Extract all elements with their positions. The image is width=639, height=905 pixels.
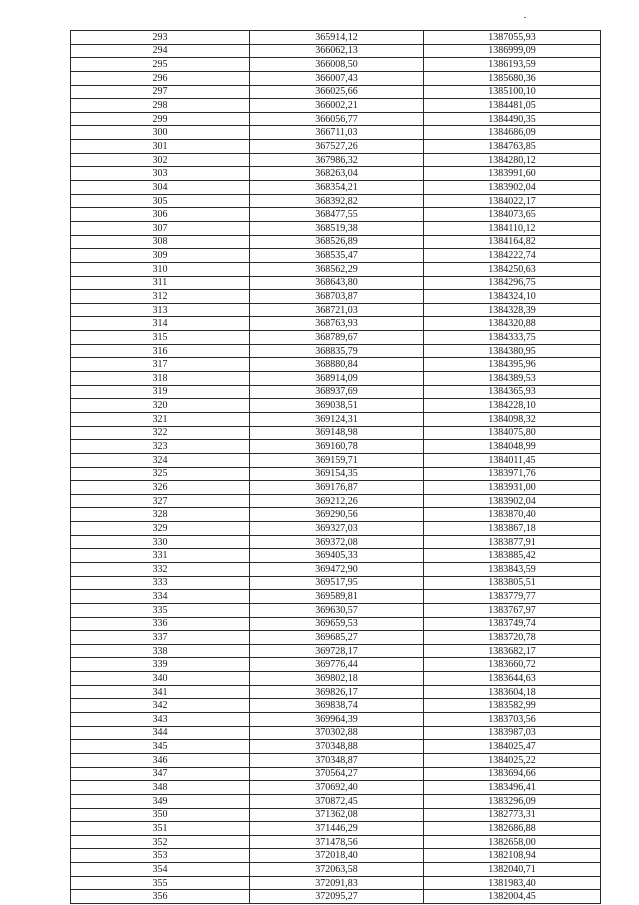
table-row — [71, 385, 601, 399]
x-coordinate-cell: 369212,26 — [250, 494, 424, 508]
x-coordinate-cell: 369589,81 — [250, 590, 424, 604]
table-row — [71, 699, 601, 713]
point-number-cell: 307 — [71, 221, 250, 235]
table-row — [71, 467, 601, 481]
point-number-cell: 308 — [71, 235, 250, 249]
point-number-cell: 318 — [71, 372, 250, 386]
point-number-cell: 342 — [71, 699, 250, 713]
table-row — [71, 44, 601, 58]
y-coordinate-cell: 1383843,59 — [424, 562, 601, 576]
point-number-cell: 339 — [71, 658, 250, 672]
table-row — [71, 344, 601, 358]
table-row — [71, 221, 601, 235]
x-coordinate-cell: 368763,93 — [250, 317, 424, 331]
table-row — [71, 440, 601, 454]
y-coordinate-cell: 1383644,63 — [424, 672, 601, 686]
y-coordinate-cell: 1383496,41 — [424, 781, 601, 795]
y-coordinate-cell: 1383870,40 — [424, 508, 601, 522]
table-row — [71, 781, 601, 795]
x-coordinate-cell: 369176,87 — [250, 481, 424, 495]
table-row — [71, 603, 601, 617]
point-number-cell: 341 — [71, 685, 250, 699]
x-coordinate-cell: 369630,57 — [250, 603, 424, 617]
x-coordinate-cell: 369148,98 — [250, 426, 424, 440]
table-row — [71, 481, 601, 495]
point-number-cell: 323 — [71, 440, 250, 454]
table-row — [71, 617, 601, 631]
y-coordinate-cell: 1384365,93 — [424, 385, 601, 399]
x-coordinate-cell: 368835,79 — [250, 344, 424, 358]
x-coordinate-cell: 369685,27 — [250, 631, 424, 645]
table-row — [71, 863, 601, 877]
y-coordinate-cell: 1384025,47 — [424, 740, 601, 754]
x-coordinate-cell: 368721,03 — [250, 303, 424, 317]
x-coordinate-cell: 367986,32 — [250, 153, 424, 167]
table-row — [71, 249, 601, 263]
point-number-cell: 293 — [71, 31, 250, 45]
x-coordinate-cell: 369038,51 — [250, 399, 424, 413]
scan-speck — [524, 17, 526, 18]
y-coordinate-cell: 1383902,04 — [424, 494, 601, 508]
table-row — [71, 590, 601, 604]
point-number-cell: 351 — [71, 822, 250, 836]
table-row — [71, 262, 601, 276]
y-coordinate-cell: 1383767,97 — [424, 603, 601, 617]
x-coordinate-cell: 368789,67 — [250, 331, 424, 345]
x-coordinate-cell: 368477,55 — [250, 208, 424, 222]
x-coordinate-cell: 369405,33 — [250, 549, 424, 563]
x-coordinate-cell: 366711,03 — [250, 126, 424, 140]
y-coordinate-cell: 1383931,00 — [424, 481, 601, 495]
point-number-cell: 356 — [71, 890, 250, 904]
point-number-cell: 345 — [71, 740, 250, 754]
y-coordinate-cell: 1384380,95 — [424, 344, 601, 358]
table-row — [71, 740, 601, 754]
point-number-cell: 310 — [71, 262, 250, 276]
x-coordinate-cell: 372018,40 — [250, 849, 424, 863]
x-coordinate-cell: 369160,78 — [250, 440, 424, 454]
point-number-cell: 302 — [71, 153, 250, 167]
table-row — [71, 876, 601, 890]
y-coordinate-cell: 1385100,10 — [424, 85, 601, 99]
table-row — [71, 535, 601, 549]
x-coordinate-cell: 366002,21 — [250, 99, 424, 113]
x-coordinate-cell: 368263,04 — [250, 167, 424, 181]
point-number-cell: 343 — [71, 713, 250, 727]
table-row — [71, 167, 601, 181]
point-number-cell: 355 — [71, 876, 250, 890]
x-coordinate-cell: 369290,56 — [250, 508, 424, 522]
x-coordinate-cell: 365914,12 — [250, 31, 424, 45]
y-coordinate-cell: 1384048,99 — [424, 440, 601, 454]
x-coordinate-cell: 369472,90 — [250, 562, 424, 576]
y-coordinate-cell: 1382004,45 — [424, 890, 601, 904]
point-number-cell: 350 — [71, 808, 250, 822]
x-coordinate-cell: 369802,18 — [250, 672, 424, 686]
point-number-cell: 304 — [71, 181, 250, 195]
point-number-cell: 321 — [71, 412, 250, 426]
point-number-cell: 338 — [71, 644, 250, 658]
table-row — [71, 140, 601, 154]
x-coordinate-cell: 369517,95 — [250, 576, 424, 590]
point-number-cell: 315 — [71, 331, 250, 345]
table-row — [71, 522, 601, 536]
point-number-cell: 329 — [71, 522, 250, 536]
y-coordinate-cell: 1384333,75 — [424, 331, 601, 345]
point-number-cell: 326 — [71, 481, 250, 495]
y-coordinate-cell: 1383779,77 — [424, 590, 601, 604]
x-coordinate-cell: 369826,17 — [250, 685, 424, 699]
table-row — [71, 58, 601, 72]
table-row — [71, 31, 601, 45]
point-number-cell: 331 — [71, 549, 250, 563]
x-coordinate-cell: 370348,88 — [250, 740, 424, 754]
coordinates-table — [70, 30, 601, 904]
table-row — [71, 85, 601, 99]
point-number-cell: 330 — [71, 535, 250, 549]
table-row — [71, 208, 601, 222]
y-coordinate-cell: 1384686,09 — [424, 126, 601, 140]
x-coordinate-cell: 368703,87 — [250, 290, 424, 304]
y-coordinate-cell: 1383805,51 — [424, 576, 601, 590]
y-coordinate-cell: 1383582,99 — [424, 699, 601, 713]
y-coordinate-cell: 1384763,85 — [424, 140, 601, 154]
point-number-cell: 349 — [71, 794, 250, 808]
y-coordinate-cell: 1384022,17 — [424, 194, 601, 208]
point-number-cell: 311 — [71, 276, 250, 290]
x-coordinate-cell: 368937,69 — [250, 385, 424, 399]
point-number-cell: 344 — [71, 726, 250, 740]
y-coordinate-cell: 1383991,60 — [424, 167, 601, 181]
point-number-cell: 336 — [71, 617, 250, 631]
table-row — [71, 808, 601, 822]
x-coordinate-cell: 369154,35 — [250, 467, 424, 481]
table-row — [71, 767, 601, 781]
y-coordinate-cell: 1383703,56 — [424, 713, 601, 727]
y-coordinate-cell: 1381983,40 — [424, 876, 601, 890]
table-row — [71, 726, 601, 740]
y-coordinate-cell: 1383877,91 — [424, 535, 601, 549]
point-number-cell: 346 — [71, 753, 250, 767]
x-coordinate-cell: 368526,89 — [250, 235, 424, 249]
x-coordinate-cell: 367527,26 — [250, 140, 424, 154]
y-coordinate-cell: 1383682,17 — [424, 644, 601, 658]
y-coordinate-cell: 1384250,63 — [424, 262, 601, 276]
x-coordinate-cell: 366008,50 — [250, 58, 424, 72]
x-coordinate-cell: 369838,74 — [250, 699, 424, 713]
x-coordinate-cell: 370872,45 — [250, 794, 424, 808]
point-number-cell: 340 — [71, 672, 250, 686]
point-number-cell: 299 — [71, 112, 250, 126]
x-coordinate-cell: 368354,21 — [250, 181, 424, 195]
x-coordinate-cell: 372091,83 — [250, 876, 424, 890]
point-number-cell: 313 — [71, 303, 250, 317]
point-number-cell: 325 — [71, 467, 250, 481]
y-coordinate-cell: 1383296,09 — [424, 794, 601, 808]
y-coordinate-cell: 1384481,05 — [424, 99, 601, 113]
table-row — [71, 576, 601, 590]
table-row — [71, 276, 601, 290]
x-coordinate-cell: 369159,71 — [250, 453, 424, 467]
point-number-cell: 333 — [71, 576, 250, 590]
x-coordinate-cell: 366056,77 — [250, 112, 424, 126]
table-row — [71, 794, 601, 808]
point-number-cell: 303 — [71, 167, 250, 181]
point-number-cell: 334 — [71, 590, 250, 604]
table-row — [71, 235, 601, 249]
table-row — [71, 126, 601, 140]
point-number-cell: 332 — [71, 562, 250, 576]
table-row — [71, 658, 601, 672]
table-row — [71, 644, 601, 658]
x-coordinate-cell: 369659,53 — [250, 617, 424, 631]
point-number-cell: 317 — [71, 358, 250, 372]
point-number-cell: 354 — [71, 863, 250, 877]
y-coordinate-cell: 1382108,94 — [424, 849, 601, 863]
table-row — [71, 412, 601, 426]
table-row — [71, 290, 601, 304]
y-coordinate-cell: 1382686,88 — [424, 822, 601, 836]
table-row — [71, 71, 601, 85]
table-row — [71, 508, 601, 522]
y-coordinate-cell: 1387055,93 — [424, 31, 601, 45]
y-coordinate-cell: 1384296,75 — [424, 276, 601, 290]
y-coordinate-cell: 1384222,74 — [424, 249, 601, 263]
y-coordinate-cell: 1383867,18 — [424, 522, 601, 536]
y-coordinate-cell: 1384073,65 — [424, 208, 601, 222]
y-coordinate-cell: 1383660,72 — [424, 658, 601, 672]
y-coordinate-cell: 1384395,96 — [424, 358, 601, 372]
point-number-cell: 316 — [71, 344, 250, 358]
point-number-cell: 353 — [71, 849, 250, 863]
point-number-cell: 322 — [71, 426, 250, 440]
table-row — [71, 631, 601, 645]
x-coordinate-cell: 370302,88 — [250, 726, 424, 740]
point-number-cell: 312 — [71, 290, 250, 304]
y-coordinate-cell: 1384389,53 — [424, 372, 601, 386]
x-coordinate-cell: 369327,03 — [250, 522, 424, 536]
table-row — [71, 672, 601, 686]
y-coordinate-cell: 1384490,35 — [424, 112, 601, 126]
y-coordinate-cell: 1383885,42 — [424, 549, 601, 563]
point-number-cell: 295 — [71, 58, 250, 72]
point-number-cell: 319 — [71, 385, 250, 399]
y-coordinate-cell: 1384110,12 — [424, 221, 601, 235]
table-row — [71, 399, 601, 413]
y-coordinate-cell: 1383987,03 — [424, 726, 601, 740]
table-row — [71, 562, 601, 576]
x-coordinate-cell: 371478,56 — [250, 835, 424, 849]
coordinates-table-body — [71, 31, 601, 904]
table-row — [71, 181, 601, 195]
point-number-cell: 327 — [71, 494, 250, 508]
y-coordinate-cell: 1384280,12 — [424, 153, 601, 167]
table-row — [71, 358, 601, 372]
point-number-cell: 328 — [71, 508, 250, 522]
point-number-cell: 309 — [71, 249, 250, 263]
table-row — [71, 153, 601, 167]
y-coordinate-cell: 1383971,76 — [424, 467, 601, 481]
y-coordinate-cell: 1383694,66 — [424, 767, 601, 781]
point-number-cell: 297 — [71, 85, 250, 99]
x-coordinate-cell: 368392,82 — [250, 194, 424, 208]
x-coordinate-cell: 369776,44 — [250, 658, 424, 672]
point-number-cell: 314 — [71, 317, 250, 331]
y-coordinate-cell: 1385680,36 — [424, 71, 601, 85]
x-coordinate-cell: 369728,17 — [250, 644, 424, 658]
table-row — [71, 494, 601, 508]
y-coordinate-cell: 1384075,80 — [424, 426, 601, 440]
table-row — [71, 890, 601, 904]
point-number-cell: 300 — [71, 126, 250, 140]
point-number-cell: 296 — [71, 71, 250, 85]
table-row — [71, 849, 601, 863]
x-coordinate-cell: 368914,09 — [250, 372, 424, 386]
y-coordinate-cell: 1386999,09 — [424, 44, 601, 58]
y-coordinate-cell: 1384164,82 — [424, 235, 601, 249]
y-coordinate-cell: 1384324,10 — [424, 290, 601, 304]
x-coordinate-cell: 366007,43 — [250, 71, 424, 85]
point-number-cell: 305 — [71, 194, 250, 208]
table-row — [71, 317, 601, 331]
table-row — [71, 453, 601, 467]
y-coordinate-cell: 1383604,18 — [424, 685, 601, 699]
table-row — [71, 99, 601, 113]
table-row — [71, 372, 601, 386]
point-number-cell: 335 — [71, 603, 250, 617]
x-coordinate-cell: 369372,08 — [250, 535, 424, 549]
point-number-cell: 337 — [71, 631, 250, 645]
point-number-cell: 298 — [71, 99, 250, 113]
table-row — [71, 713, 601, 727]
x-coordinate-cell: 372095,27 — [250, 890, 424, 904]
x-coordinate-cell: 366062,13 — [250, 44, 424, 58]
x-coordinate-cell: 368880,84 — [250, 358, 424, 372]
x-coordinate-cell: 371362,08 — [250, 808, 424, 822]
point-number-cell: 320 — [71, 399, 250, 413]
point-number-cell: 294 — [71, 44, 250, 58]
y-coordinate-cell: 1384011,45 — [424, 453, 601, 467]
x-coordinate-cell: 368535,47 — [250, 249, 424, 263]
x-coordinate-cell: 372063,58 — [250, 863, 424, 877]
x-coordinate-cell: 369124,31 — [250, 412, 424, 426]
x-coordinate-cell: 370692,40 — [250, 781, 424, 795]
x-coordinate-cell: 366025,66 — [250, 85, 424, 99]
x-coordinate-cell: 370564,27 — [250, 767, 424, 781]
y-coordinate-cell: 1384328,39 — [424, 303, 601, 317]
point-number-cell: 352 — [71, 835, 250, 849]
point-number-cell: 324 — [71, 453, 250, 467]
table-row — [71, 426, 601, 440]
y-coordinate-cell: 1383749,74 — [424, 617, 601, 631]
x-coordinate-cell: 370348,87 — [250, 753, 424, 767]
table-row — [71, 685, 601, 699]
table-row — [71, 194, 601, 208]
y-coordinate-cell: 1382773,31 — [424, 808, 601, 822]
x-coordinate-cell: 368643,80 — [250, 276, 424, 290]
y-coordinate-cell: 1384098,32 — [424, 412, 601, 426]
y-coordinate-cell: 1383720,78 — [424, 631, 601, 645]
table-row — [71, 303, 601, 317]
x-coordinate-cell: 368519,38 — [250, 221, 424, 235]
y-coordinate-cell: 1384025,22 — [424, 753, 601, 767]
x-coordinate-cell: 369964,39 — [250, 713, 424, 727]
table-row — [71, 753, 601, 767]
table-row — [71, 331, 601, 345]
x-coordinate-cell: 371446,29 — [250, 822, 424, 836]
y-coordinate-cell: 1382658,00 — [424, 835, 601, 849]
point-number-cell: 301 — [71, 140, 250, 154]
point-number-cell: 348 — [71, 781, 250, 795]
point-number-cell: 347 — [71, 767, 250, 781]
y-coordinate-cell: 1382040,71 — [424, 863, 601, 877]
point-number-cell: 306 — [71, 208, 250, 222]
y-coordinate-cell: 1386193,59 — [424, 58, 601, 72]
y-coordinate-cell: 1383902,04 — [424, 181, 601, 195]
table-row — [71, 112, 601, 126]
table-row — [71, 822, 601, 836]
y-coordinate-cell: 1384320,88 — [424, 317, 601, 331]
table-row — [71, 835, 601, 849]
table-row — [71, 549, 601, 563]
x-coordinate-cell: 368562,29 — [250, 262, 424, 276]
y-coordinate-cell: 1384228,10 — [424, 399, 601, 413]
